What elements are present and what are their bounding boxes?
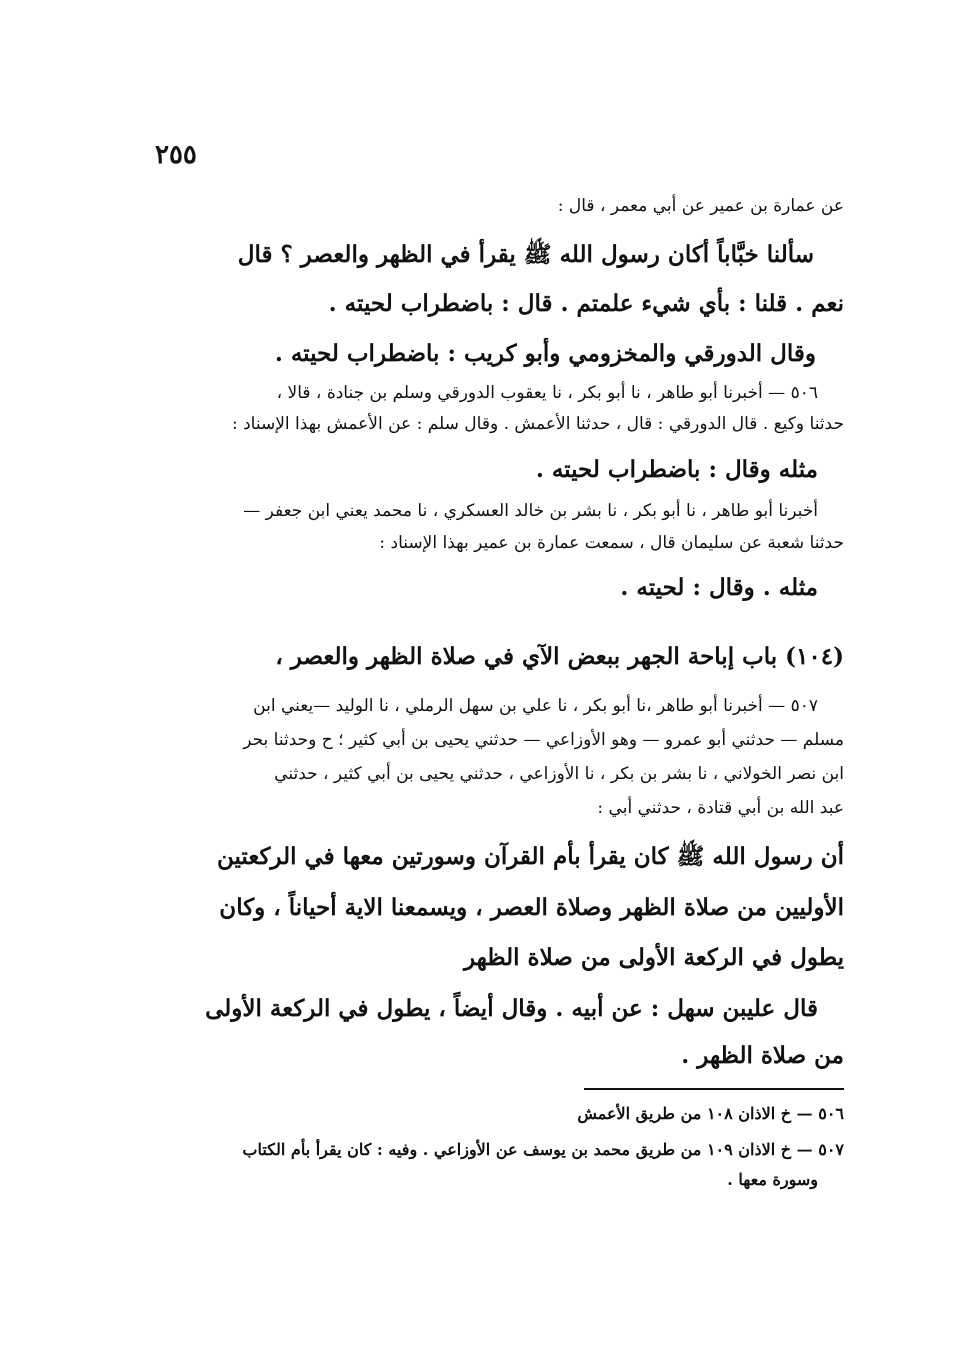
footnote-506: ٥٠٦ — خ الاذان ١٠٨ من طريق الأعمش <box>577 1104 844 1123</box>
hadith-507-line-4: قال عليبن سهل : عن أبيه . وقال أيضاً ، يطول في الركعة الأولى <box>205 995 818 1022</box>
chain-line-1: عن عمارة بن عمير عن أبي معمر ، قال : <box>557 196 844 216</box>
hadith-507-line-1: أن رسول الله ﷺ كان يقرأ بأم القرآن وسورتين معها في الركعتين <box>216 843 844 870</box>
chain-line-3: أخبرنا أبو طاهر ، نا أبو بكر ، نا بشر بن خالد العسكري ، نا محمد يعني ابن جعفر — <box>243 501 818 521</box>
hadith-507-line-5: من صلاة الظهر . <box>681 1042 844 1069</box>
chain-line-4: حدثنا شعبة عن سليمان قال ، سمعت عمارة بن عمير بهذا الإسناد : <box>379 533 844 553</box>
page-number: ٢٥٥ <box>155 140 197 170</box>
hadith-507-line-3: يطول في الركعة الأولى من صلاة الظهر <box>463 944 844 971</box>
hadith-text-line-4: مثله وقال : باضطراب لحيته . <box>535 456 818 483</box>
hadith-text-line-2: نعم . قلنا : بأي شيء علمتم . قال : باضطراب لحيته . <box>328 290 844 317</box>
hadith-507-line-2: الأوليين من صلاة الظهر وصلاة العصر ، ويسمعنا الاية أحياناً ، وكان <box>219 894 844 921</box>
chain-507-line-3: ابن نصر الخولاني ، نا بشر بن بكر ، نا الأوزاعي ، حدثني يحيى بن أبي كثير ، حدثني <box>274 764 844 784</box>
chain-507-line-2: مسلم — حدثني أبو عمرو — وهو الأوزاعي — حدثني يحيى بن أبي كثير ؛ ح وحدثنا بحر <box>243 730 844 750</box>
chain-506-line-2: حدثنا وكيع . قال الدورقي : قال ، حدثنا الأعمش . وقال سلم : عن الأعمش بهذا الإسناد : <box>231 414 844 434</box>
hadith-text-line-5: مثله . وقال : لحيته . <box>620 574 818 601</box>
chain-506-line-1: ٥٠٦ — أخبرنا أبو طاهر ، نا أبو بكر ، نا يعقوب الدورقي وسلم بن جنادة ، قالا ، <box>276 383 818 403</box>
chain-507-line-4: عبد الله بن أبي قتادة ، حدثني أبي : <box>597 798 844 818</box>
footnote-507-line-1: ٥٠٧ — خ الاذان ١٠٩ من طريق محمد بن يوسف عن الأوزاعي . وفيه : كان يقرأ بأم الكتاب <box>242 1140 844 1159</box>
footnote-separator <box>584 1088 844 1090</box>
hadith-text-line-1: سألنا خبَّاباً أكان رسول الله ﷺ يقرأ في الظهر والعصر ؟ قال <box>237 241 814 268</box>
footnote-507-line-2: وسورة معها . <box>727 1170 818 1189</box>
hadith-text-line-3: وقال الدورقي والمخزومي وأبو كريب : باضطراب لحيته . <box>274 340 816 367</box>
chain-507-line-1: ٥٠٧ — أخبرنا أبو طاهر ،نا أبو بكر ، نا علي بن سهل الرملي ، نا الوليد —يعني ابن <box>253 696 818 716</box>
chapter-heading: (١٠٤) باب إباحة الجهر ببعض الآي في صلاة الظهر والعصر ، <box>275 643 844 670</box>
